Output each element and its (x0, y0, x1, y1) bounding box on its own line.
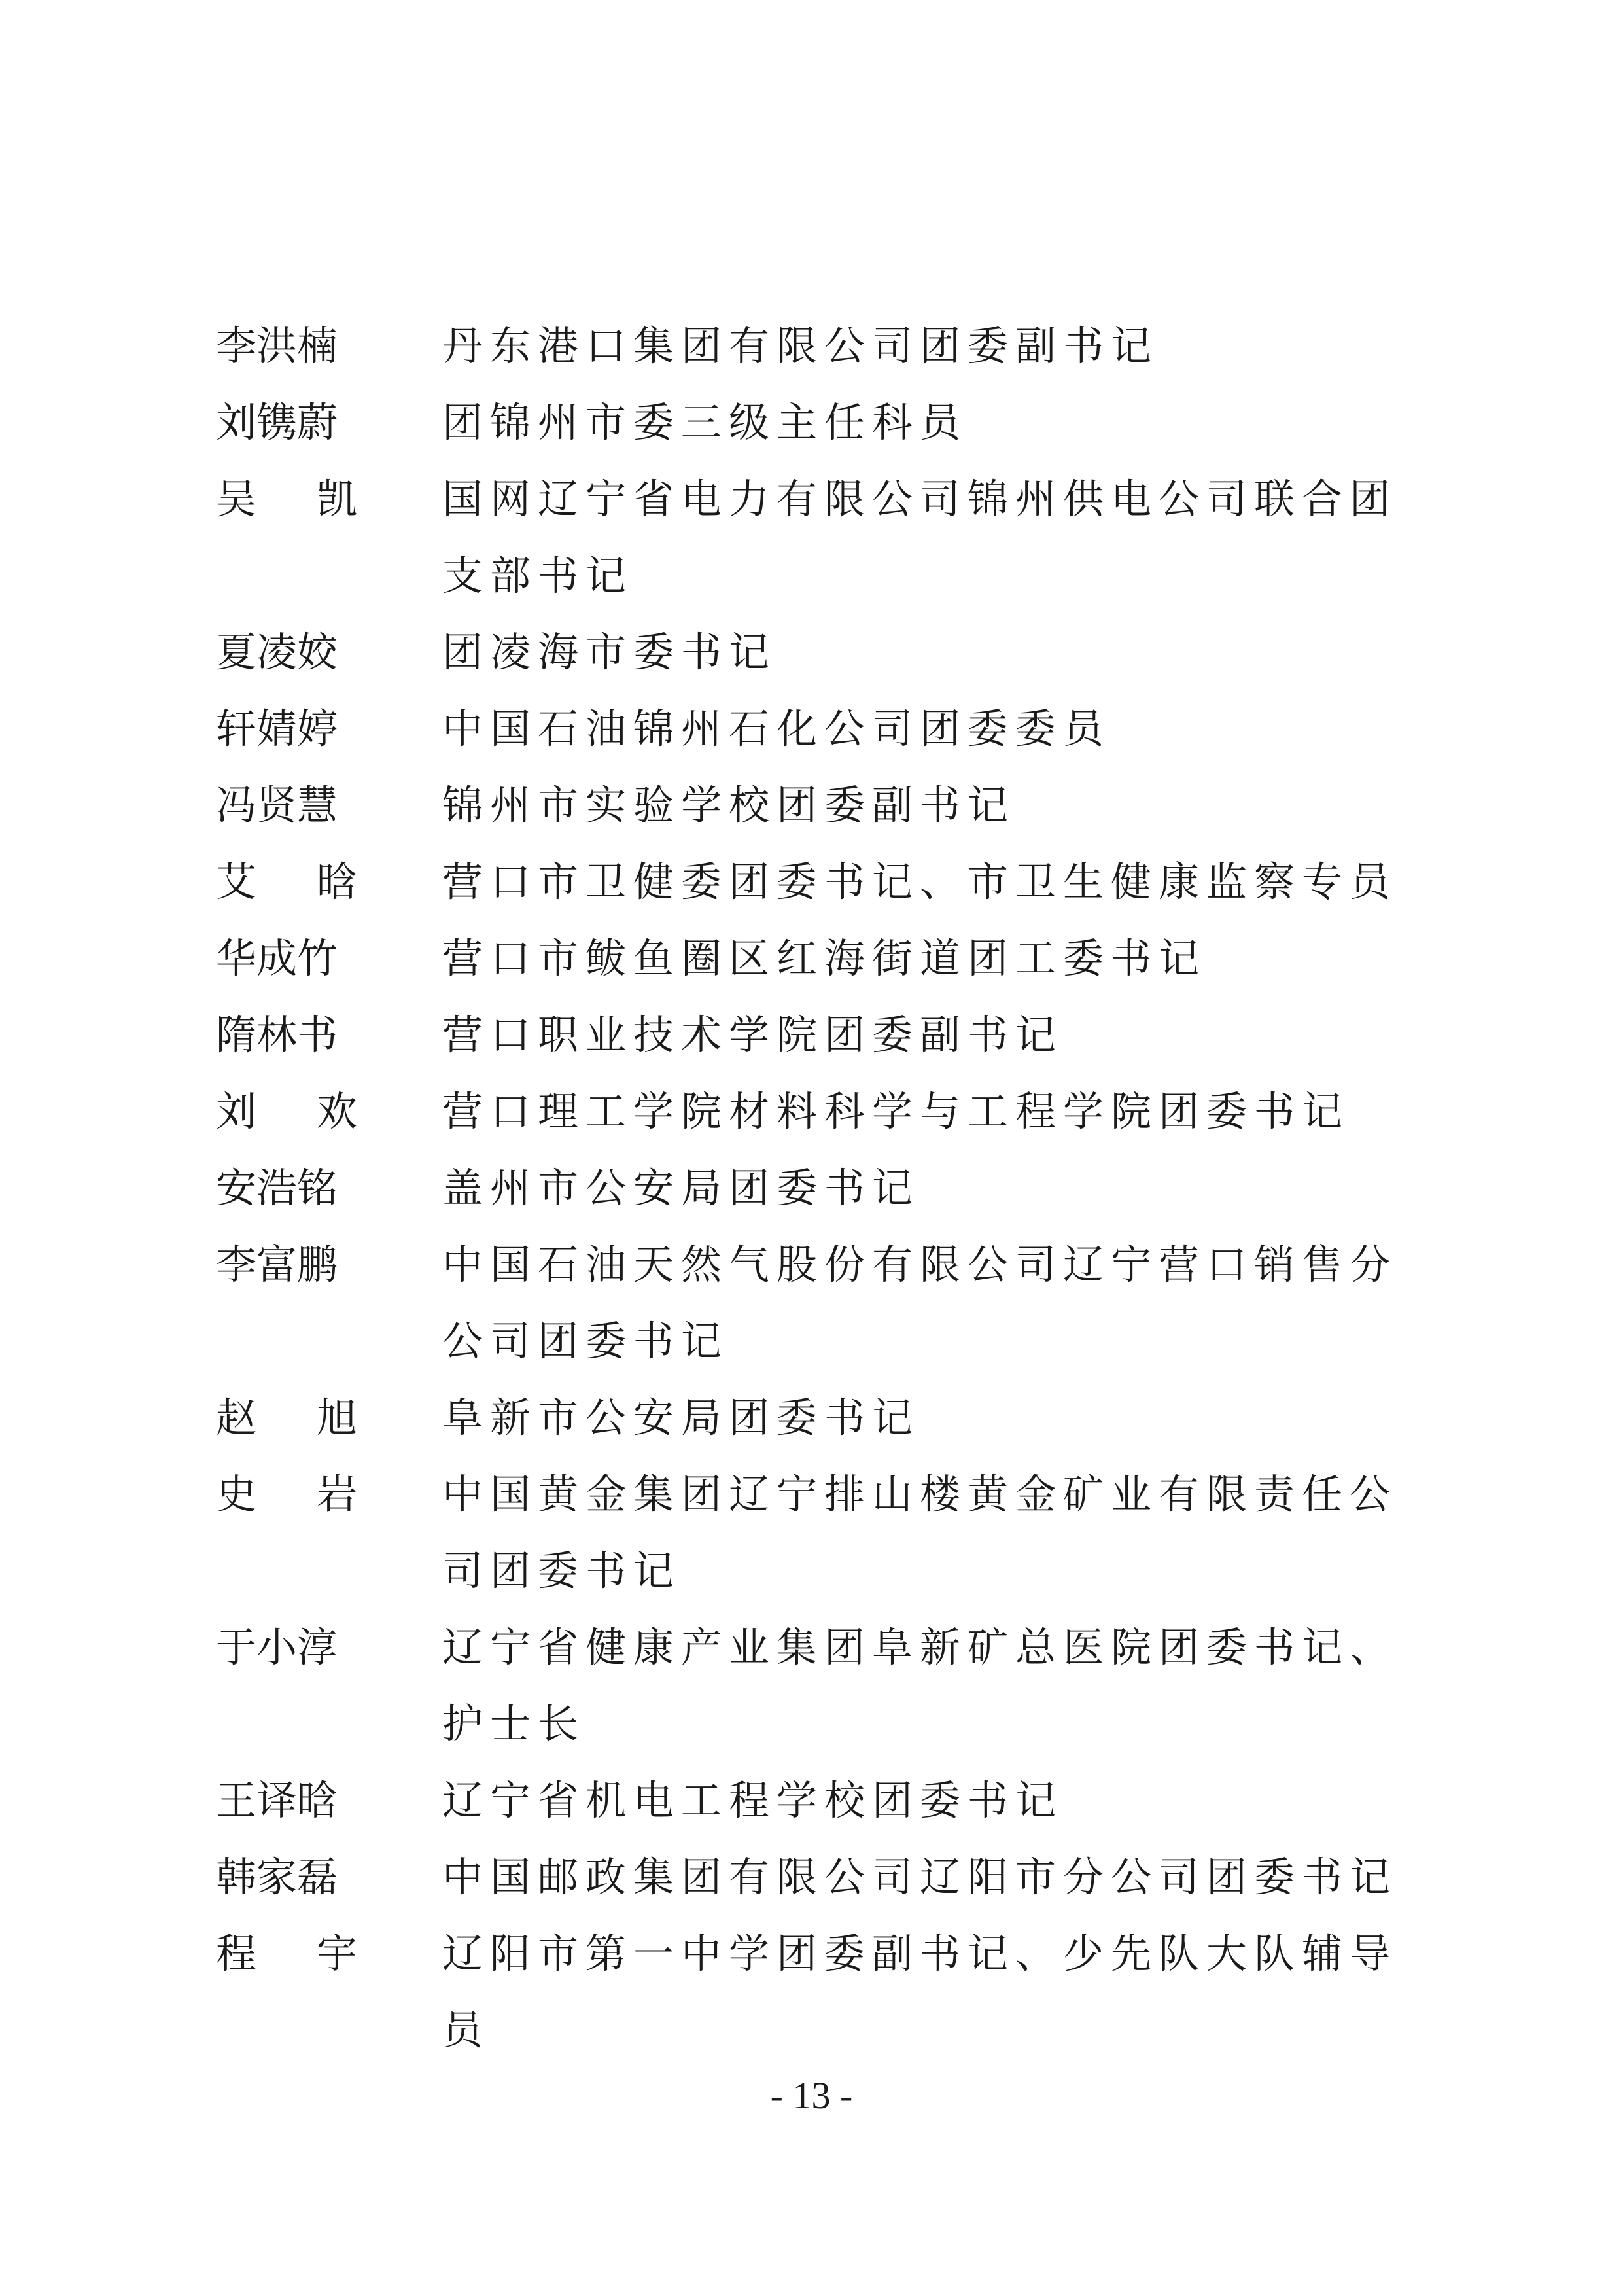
person-position: 营口市鲅鱼圈区红海街道团工委书记 (442, 934, 1207, 982)
person-name: 刘镌蔚 (216, 398, 338, 446)
person-name: 李富鹏 (216, 1241, 338, 1288)
person-name: 夏凌姣 (216, 628, 338, 676)
person-name-char: 凯 (317, 475, 358, 523)
person-name: 韩家磊 (216, 1853, 338, 1901)
person-position: 锦州市实验学校团委副书记 (442, 781, 1016, 829)
person-position: 盖州市公安局团委书记 (442, 1164, 920, 1212)
person-name: 王译晗 (216, 1776, 338, 1824)
person-position: 营口职业技术学院团委副书记 (442, 1011, 1064, 1059)
page-number: - 13 - (770, 2074, 853, 2117)
person-position: 中国邮政集团有限公司辽阳市分公司团委书记 (442, 1853, 1398, 1901)
person-position: 团锦州市委三级主任科员 (442, 398, 968, 446)
person-position: 辽宁省健康产业集团阜新矿总医院团委书记、护士长 (442, 1623, 1398, 1748)
person-name-char: 欢 (317, 1087, 358, 1135)
person-name: 安浩铭 (216, 1164, 338, 1212)
person-position: 营口市卫健委团委书记、市卫生健康监察专员 (442, 858, 1398, 906)
person-name-char: 岩 (317, 1470, 358, 1518)
person-name-char: 宇 (317, 1930, 358, 1977)
person-name: 轩婧婷 (216, 705, 338, 752)
person-name-char: 旭 (317, 1394, 358, 1441)
person-position: 丹东港口集团有限公司团委副书记 (442, 322, 1159, 370)
person-name-char: 刘 (216, 1087, 257, 1135)
person-position: 营口理工学院材料科学与工程学院团委书记 (442, 1087, 1350, 1135)
person-name: 隋林书 (216, 1011, 338, 1059)
person-position: 辽宁省机电工程学校团委书记 (442, 1776, 1064, 1824)
person-name: 于小淳 (216, 1623, 338, 1671)
person-position: 中国黄金集团辽宁排山楼黄金矿业有限责任公司团委书记 (442, 1470, 1398, 1595)
person-name-char: 吴 (216, 475, 257, 523)
person-position: 辽阳市第一中学团委副书记、少先队大队辅导员 (442, 1930, 1398, 2054)
person-position: 中国石油天然气股份有限公司辽宁营口销售分公司团委书记 (442, 1241, 1398, 1365)
person-position: 团凌海市委书记 (442, 628, 777, 676)
person-position: 中国石油锦州石化公司团委委员 (442, 705, 1111, 752)
person-name: 冯贤慧 (216, 781, 338, 829)
person-name-char: 艾 (216, 858, 257, 906)
person-name-char: 赵 (216, 1394, 257, 1441)
person-name-char: 史 (216, 1470, 257, 1518)
person-name: 李洪楠 (216, 322, 338, 370)
person-position: 阜新市公安局团委书记 (442, 1394, 920, 1441)
person-position: 国网辽宁省电力有限公司锦州供电公司联合团支部书记 (442, 475, 1398, 599)
person-name-char: 程 (216, 1930, 257, 1977)
person-name: 华成竹 (216, 934, 338, 982)
person-name-char: 晗 (317, 858, 358, 906)
